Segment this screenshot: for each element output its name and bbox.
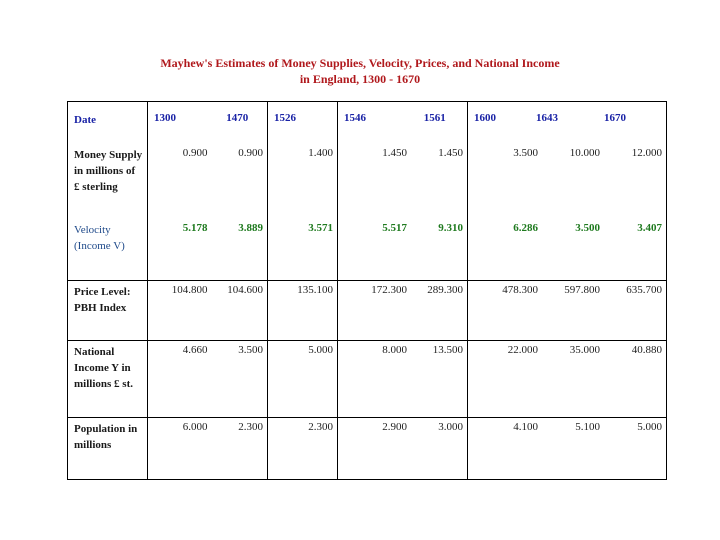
- value-cell: [468, 144, 667, 219]
- year-1600: 1600: [474, 112, 496, 124]
- table-value: 478.300: [502, 284, 538, 296]
- value-cell: [338, 341, 468, 418]
- table-value: 172.300: [371, 284, 407, 296]
- header-cell-1600-1670: [468, 102, 667, 145]
- title-line-1: Mayhew's Estimates of Money Supplies, Velocity, Prices, and National Income: [160, 56, 560, 70]
- table-value: 40.880: [631, 344, 662, 356]
- document-title: [0, 55, 720, 87]
- value-cell: [338, 418, 468, 480]
- year-1561: 1561: [423, 112, 446, 124]
- money-supply-row: [68, 144, 667, 219]
- table-value: 3.000: [438, 421, 463, 433]
- table-value: 6.000: [182, 421, 208, 433]
- value-cell: [268, 418, 338, 480]
- value-cell: [338, 219, 468, 281]
- value-cell: [468, 219, 667, 281]
- table-value: 1.450: [438, 147, 463, 159]
- table-value: 10.000: [569, 147, 600, 159]
- table-value: 2.300: [238, 421, 263, 433]
- row-label: National Income Y in millions £ st.: [68, 341, 148, 418]
- table-value: 0.900: [182, 147, 208, 159]
- value-cell: [338, 144, 468, 219]
- value-cell: [148, 281, 268, 341]
- table-value: 9.310: [438, 222, 463, 234]
- table-value: 13.500: [432, 344, 463, 356]
- table-value: 2.900: [382, 421, 407, 433]
- table-value: 104.600: [227, 284, 263, 296]
- table-value: 5.000: [308, 344, 333, 356]
- header-cell-1526: [268, 102, 338, 145]
- table-value: 135.100: [297, 284, 333, 296]
- year-1546: 1546: [344, 112, 366, 124]
- table-value: 2.300: [308, 421, 333, 433]
- date-header: Date: [74, 114, 96, 126]
- table-value: 5.000: [637, 421, 662, 433]
- table-value: 3.889: [238, 222, 263, 234]
- row-label: Velocity (Income V): [74, 224, 125, 252]
- value-cell: [468, 281, 667, 341]
- value-cell: [468, 418, 667, 480]
- table-value: 22.000: [507, 344, 538, 356]
- table-value: 35.000: [569, 344, 600, 356]
- year-1643: 1643: [536, 112, 558, 124]
- table-value: 5.517: [382, 222, 407, 234]
- table-value: 635.700: [626, 284, 662, 296]
- header-cell-1300-1470: [148, 102, 268, 145]
- table-value: 1.450: [382, 147, 407, 159]
- value-cell: [268, 144, 338, 219]
- table-value: 0.900: [238, 147, 263, 159]
- value-cell: [148, 144, 268, 219]
- header-cell-1546-1561: [338, 102, 468, 145]
- table-value: 5.100: [575, 421, 600, 433]
- value-cell: [268, 281, 338, 341]
- title-line-2: in England, 1300 - 1670: [299, 72, 421, 86]
- velocity-row: [68, 219, 667, 281]
- table-value: 3.407: [637, 222, 662, 234]
- table-header-row: [68, 102, 667, 145]
- table-value: 3.500: [575, 222, 600, 234]
- table-value: 3.571: [308, 222, 333, 234]
- year-1470: 1470: [226, 112, 249, 124]
- table-value: 8.000: [382, 344, 407, 356]
- table-value: 4.660: [182, 344, 208, 356]
- value-cell: [148, 341, 268, 418]
- table-value: 6.286: [513, 222, 538, 234]
- table-value: 597.800: [564, 284, 600, 296]
- table-value: 3.500: [238, 344, 263, 356]
- table-value: 1.400: [308, 147, 333, 159]
- row-label: Population in millions: [68, 418, 148, 480]
- table-value: 12.000: [631, 147, 662, 159]
- row-label: Price Level: PBH Index: [68, 281, 148, 341]
- table-value: 3.500: [513, 147, 538, 159]
- value-cell: [268, 219, 338, 281]
- value-cell: [148, 219, 268, 281]
- table-value: 5.178: [182, 222, 208, 234]
- table-value: 289.300: [427, 284, 463, 296]
- population-row: [68, 418, 667, 480]
- price-level-row: [68, 281, 667, 341]
- year-1300: 1300: [154, 112, 176, 124]
- value-cell: [268, 341, 338, 418]
- table-value: 4.100: [513, 421, 538, 433]
- year-1526: 1526: [274, 112, 296, 124]
- year-1670: 1670: [604, 112, 626, 124]
- table-value: 104.800: [171, 284, 208, 296]
- national-income-row: [68, 341, 667, 418]
- value-cell: [468, 341, 667, 418]
- row-label: Money Supply in millions of £ sterling: [74, 149, 143, 193]
- estimates-table: [67, 101, 667, 480]
- value-cell: [148, 418, 268, 480]
- value-cell: [338, 281, 468, 341]
